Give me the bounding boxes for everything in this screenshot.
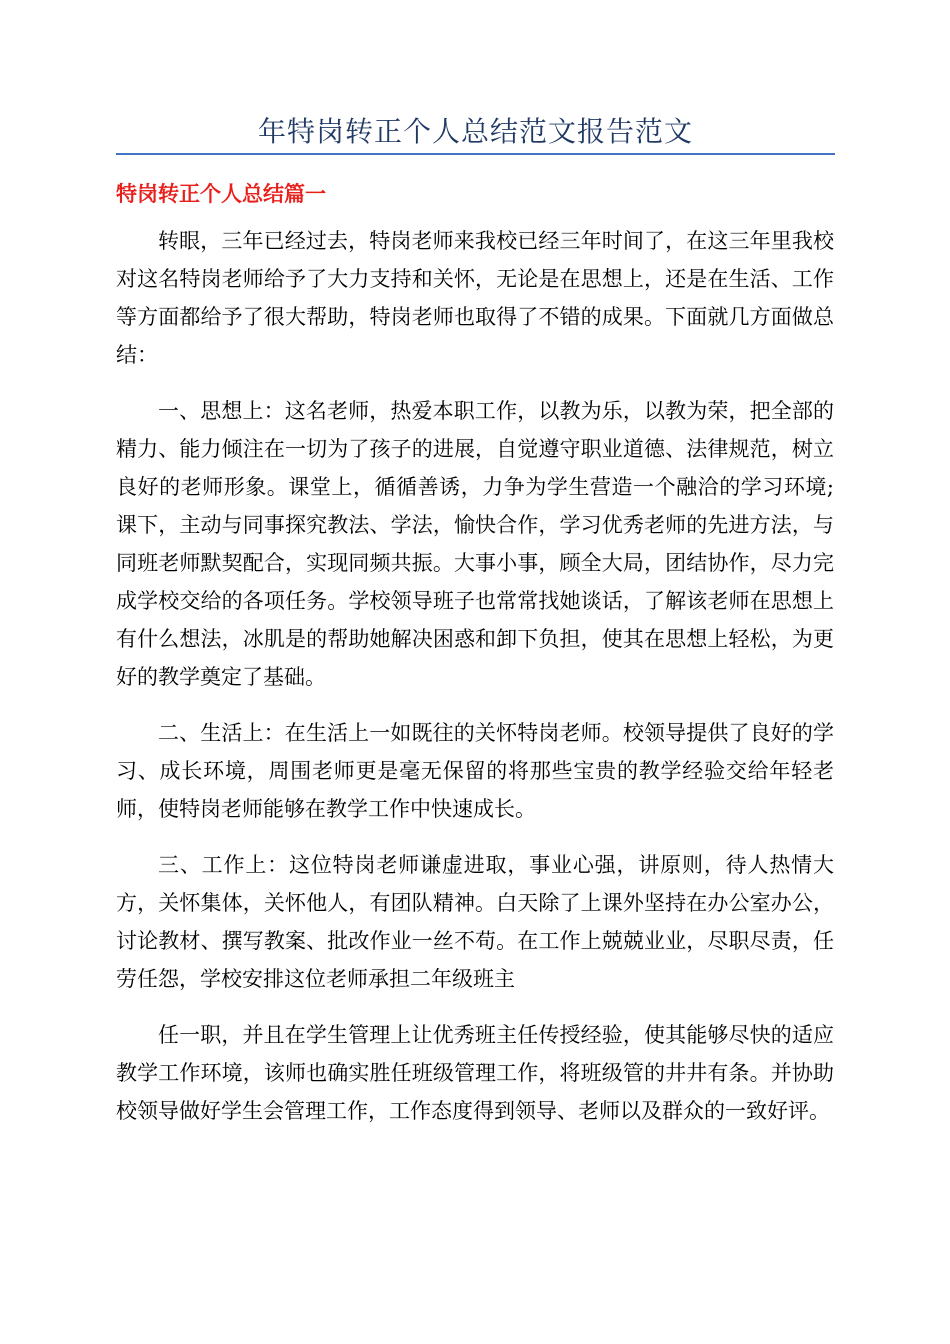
paragraph-thought: 一、思想上：这名老师，热爱本职工作，以教为乐，以教为荣，把全部的精力、能力倾注在一切为了孩子的进展，自觉遵守职业道德、法律规范，树立良好的老师形象。课堂上，循循善诱，力争为学生营造一个融洽的学习环境;课下，主动与同事探究教法、学法，愉快合作，学习优秀老师的先进方法，与同班老师默契配合，实现同频共振。大事小事，顾全大局，团结协作，尽力完成学校交给的各项任务。学校领导班子也常常找她谈话，了解该老师在思想上有什么想法，冰肌是的帮助她解决困惑和卸下负担，使其在思想上轻松，为更好的教学奠定了基础。 (116, 399, 834, 689)
title-underline (116, 153, 835, 155)
paragraph-work-continued: 任一职，并且在学生管理上让优秀班主任传授经验，使其能够尽快的适应教学工作环境，该师也确实胜任班级管理工作，将班级管的井井有条。并协助校领导做好学生会管理工作，工作态度得到领导、老师以及群众的一致好评。 (116, 1023, 834, 1123)
paragraph-intro: 转眼，三年已经过去，特岗老师来我校已经三年时间了，在这三年里我校对这名特岗老师给予了大力支持和关怀，无论是在思想上，还是在生活、工作等方面都给予了很大帮助，特岗老师也取得了不错的成果。下面就几方面做总结： (116, 229, 834, 367)
section-heading: 特岗转正个人总结篇一 (116, 182, 326, 206)
paragraph-work: 三、工作上：这位特岗老师谦虚进取，事业心强，讲原则，待人热情大方，关怀集体，关怀他人，有团队精神。白天除了上课外坚持在办公室办公，讨论教材、撰写教案、批改作业一丝不苟。在工作上兢兢业业，尽职尽责，任劳任怨，学校安排这位老师承担二年级班主 (116, 853, 834, 991)
document-title: 年特岗转正个人总结范文报告范文 (257, 115, 693, 148)
document-body (116, 222, 834, 1148)
paragraph-life: 二、生活上：在生活上一如既往的关怀特岗老师。校领导提供了良好的学习、成长环境，周围老师更是毫无保留的将那些宝贵的教学经验交给年轻老师，使特岗老师能够在教学工作中快速成长。 (116, 721, 834, 821)
